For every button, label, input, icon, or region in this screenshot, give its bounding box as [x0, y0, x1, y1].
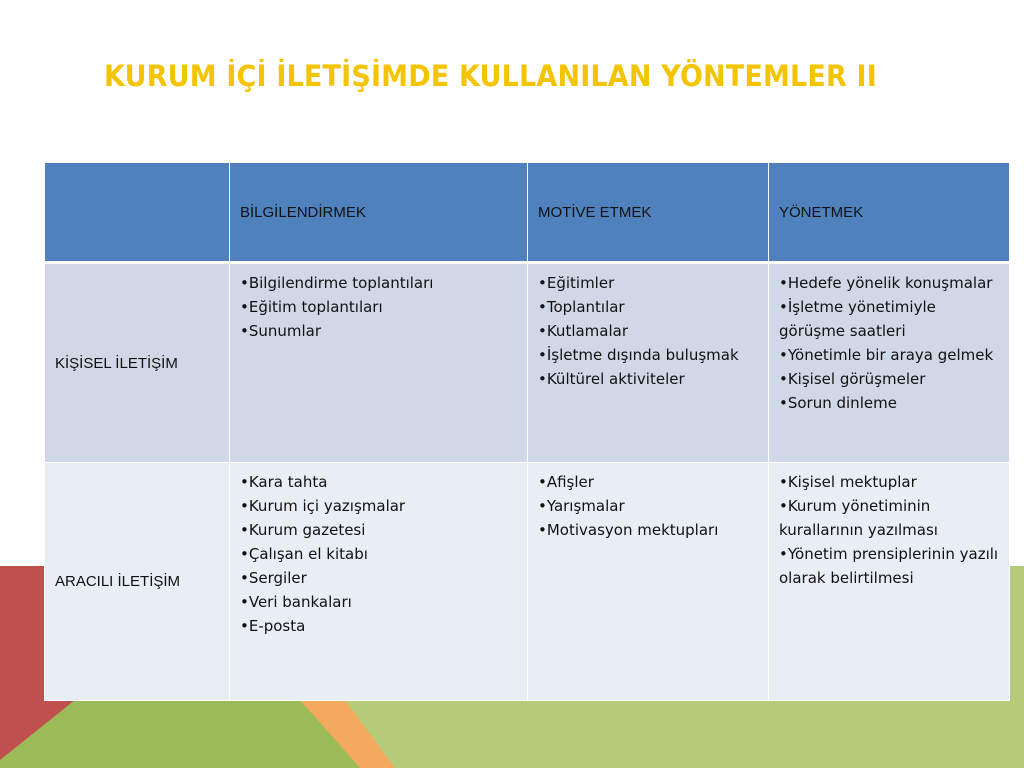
list-item: •Eğitim toplantıları	[240, 298, 383, 316]
header-bilgilendirmek: BİLGİLENDİRMEK	[230, 163, 528, 263]
table-header-row	[45, 163, 1010, 263]
bg-light-green-shape	[340, 700, 1024, 768]
item-list	[240, 470, 517, 638]
methods-table	[44, 162, 1010, 701]
list-item: •Sorun dinleme	[779, 394, 897, 412]
item-list	[240, 271, 517, 343]
table-row	[45, 263, 1010, 463]
list-item: •Afişler	[538, 473, 594, 491]
list-item: •Yarışmalar	[538, 497, 625, 515]
list-item: •Kurum gazetesi	[240, 521, 366, 539]
item-list	[779, 470, 999, 590]
list-item: •Kutlamalar	[538, 322, 629, 340]
list-item: •İşletme yönetimiyle görüşme saatleri	[779, 298, 936, 340]
row-label-kisisel-iletisim: KİŞİSEL İLETİŞİM	[45, 263, 230, 463]
header-yonetmek: YÖNETMEK	[769, 163, 1010, 263]
list-item: •Motivasyon mektupları	[538, 521, 719, 539]
slide-title: KURUM İÇİ İLETİŞİMDE KULLANILAN YÖNTEMLER II	[104, 59, 877, 93]
cell-aracili-yonetmek	[769, 463, 1010, 701]
table-row	[45, 463, 1010, 701]
cell-aracili-motive-etmek	[528, 463, 769, 701]
list-item: •Bilgilendirme toplantıları	[240, 274, 434, 292]
list-item: •Kurum yönetiminin kurallarının yazılması	[779, 497, 938, 539]
list-item: •Kara tahta	[240, 473, 328, 491]
item-list	[538, 271, 758, 391]
list-item: •Eğitimler	[538, 274, 615, 292]
list-item: •Kişisel mektuplar	[779, 473, 917, 491]
list-item: •Yönetim prensiplerinin yazılı olarak belirtilmesi	[779, 545, 999, 587]
bg-light-green-band	[1008, 566, 1024, 700]
cell-kisisel-motive-etmek	[528, 263, 769, 463]
header-motive-etmek: MOTİVE ETMEK	[528, 163, 769, 263]
list-item: •Yönetimle bir araya gelmek	[779, 346, 994, 364]
list-item: •Toplantılar	[538, 298, 625, 316]
cell-kisisel-bilgilendirmek	[230, 263, 528, 463]
item-list	[779, 271, 999, 415]
list-item: •Veri bankaları	[240, 593, 352, 611]
header-corner-cell	[45, 163, 230, 263]
list-item: •Kurum içi yazışmalar	[240, 497, 406, 515]
cell-aracili-bilgilendirmek	[230, 463, 528, 701]
list-item: •Kişisel görüşmeler	[779, 370, 926, 388]
list-item: •Sergiler	[240, 569, 307, 587]
list-item: •Kültürel aktiviteler	[538, 370, 685, 388]
item-list	[538, 470, 758, 542]
cell-kisisel-yonetmek	[769, 263, 1010, 463]
list-item: •Sunumlar	[240, 322, 322, 340]
row-label-aracili-iletisim: ARACILI İLETİŞİM	[45, 463, 230, 701]
list-item: •Hedefe yönelik konuşmalar	[779, 274, 993, 292]
list-item: •İşletme dışında buluşmak	[538, 346, 739, 364]
list-item: •E-posta	[240, 617, 306, 635]
list-item: •Çalışan el kitabı	[240, 545, 368, 563]
methods-table-container	[44, 162, 1009, 700]
